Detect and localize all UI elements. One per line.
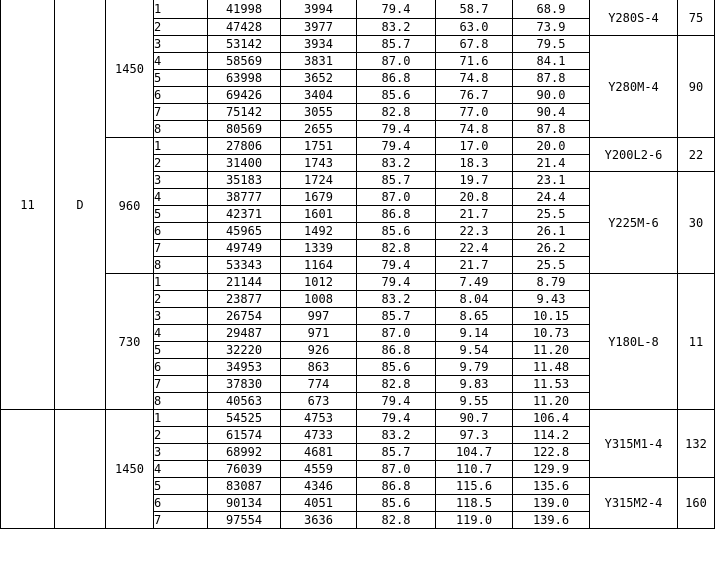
pressure-cell: 3404 (281, 87, 357, 104)
efficiency-cell: 86.8 (357, 478, 436, 495)
flow-cell: 26754 (208, 308, 281, 325)
efficiency-cell: 85.6 (357, 359, 436, 376)
flow-cell: 53142 (208, 36, 281, 53)
flow-cell: 68992 (208, 444, 281, 461)
efficiency-cell: 82.8 (357, 512, 436, 529)
pressure-cell: 3055 (281, 104, 357, 121)
flow-cell: 31400 (208, 155, 281, 172)
flow-cell: 58569 (208, 53, 281, 70)
shaft-power-cell: 20.8 (436, 189, 513, 206)
position-cell: 6 (154, 359, 208, 376)
pressure-cell: 1679 (281, 189, 357, 206)
flow-cell: 54525 (208, 410, 281, 427)
shaft-power-cell: 77.0 (436, 104, 513, 121)
required-power-cell: 139.6 (513, 512, 590, 529)
required-power-cell: 23.1 (513, 172, 590, 189)
motor-model-cell: Y225M-6 (590, 172, 678, 274)
required-power-cell: 129.9 (513, 461, 590, 478)
efficiency-cell: 87.0 (357, 325, 436, 342)
flow-cell: 63998 (208, 70, 281, 87)
efficiency-cell: 87.0 (357, 53, 436, 70)
required-power-cell: 87.8 (513, 121, 590, 138)
group-number-cell (1, 410, 55, 529)
efficiency-cell: 83.2 (357, 291, 436, 308)
efficiency-cell: 87.0 (357, 189, 436, 206)
position-cell: 3 (154, 36, 208, 53)
motor-power-cell: 75 (678, 0, 715, 36)
required-power-cell: 20.0 (513, 138, 590, 155)
speed-cell: 960 (106, 138, 154, 274)
position-cell: 3 (154, 444, 208, 461)
position-cell: 3 (154, 308, 208, 325)
efficiency-cell: 85.7 (357, 444, 436, 461)
shaft-power-cell: 9.55 (436, 393, 513, 410)
required-power-cell: 25.5 (513, 257, 590, 274)
required-power-cell: 90.4 (513, 104, 590, 121)
motor-power-cell: 11 (678, 274, 715, 410)
table-row (1, 138, 715, 155)
shaft-power-cell: 63.0 (436, 19, 513, 36)
flow-cell: 49749 (208, 240, 281, 257)
required-power-cell: 21.4 (513, 155, 590, 172)
drive-form-cell: D (55, 0, 106, 410)
position-cell: 4 (154, 189, 208, 206)
pressure-cell: 3994 (281, 0, 357, 19)
pressure-cell: 1743 (281, 155, 357, 172)
pressure-cell: 3831 (281, 53, 357, 70)
position-cell: 2 (154, 427, 208, 444)
flow-cell: 21144 (208, 274, 281, 291)
shaft-power-cell: 21.7 (436, 257, 513, 274)
required-power-cell: 10.73 (513, 325, 590, 342)
flow-cell: 32220 (208, 342, 281, 359)
pressure-cell: 4733 (281, 427, 357, 444)
position-cell: 5 (154, 478, 208, 495)
pressure-cell: 1164 (281, 257, 357, 274)
required-power-cell: 25.5 (513, 206, 590, 223)
shaft-power-cell: 119.0 (436, 512, 513, 529)
position-cell: 1 (154, 274, 208, 291)
position-cell: 1 (154, 410, 208, 427)
flow-cell: 37830 (208, 376, 281, 393)
flow-cell: 53343 (208, 257, 281, 274)
pressure-cell: 2655 (281, 121, 357, 138)
motor-model-cell: Y315M2-4 (590, 478, 678, 529)
efficiency-cell: 85.7 (357, 36, 436, 53)
motor-model-cell: Y180L-8 (590, 274, 678, 410)
motor-model-cell: Y280S-4 (590, 0, 678, 36)
shaft-power-cell: 9.83 (436, 376, 513, 393)
pressure-cell: 971 (281, 325, 357, 342)
flow-cell: 41998 (208, 0, 281, 19)
required-power-cell: 11.53 (513, 376, 590, 393)
pressure-cell: 1012 (281, 274, 357, 291)
pressure-cell: 4681 (281, 444, 357, 461)
required-power-cell: 11.48 (513, 359, 590, 376)
shaft-power-cell: 74.8 (436, 121, 513, 138)
position-cell: 1 (154, 138, 208, 155)
motor-power-cell: 90 (678, 36, 715, 138)
required-power-cell: 68.9 (513, 0, 590, 19)
shaft-power-cell: 8.65 (436, 308, 513, 325)
shaft-power-cell: 19.7 (436, 172, 513, 189)
required-power-cell: 90.0 (513, 87, 590, 104)
efficiency-cell: 79.4 (357, 257, 436, 274)
pressure-cell: 1008 (281, 291, 357, 308)
table-row (1, 410, 715, 427)
shaft-power-cell: 67.8 (436, 36, 513, 53)
pressure-cell: 1339 (281, 240, 357, 257)
shaft-power-cell: 22.4 (436, 240, 513, 257)
position-cell: 6 (154, 223, 208, 240)
table-row (1, 274, 715, 291)
position-cell: 8 (154, 393, 208, 410)
speed-cell: 1450 (106, 410, 154, 529)
pressure-cell: 3977 (281, 19, 357, 36)
shaft-power-cell: 8.04 (436, 291, 513, 308)
efficiency-cell: 85.6 (357, 495, 436, 512)
flow-cell: 83087 (208, 478, 281, 495)
shaft-power-cell: 97.3 (436, 427, 513, 444)
shaft-power-cell: 76.7 (436, 87, 513, 104)
motor-power-cell: 132 (678, 410, 715, 478)
shaft-power-cell: 17.0 (436, 138, 513, 155)
speed-cell: 1450 (106, 0, 154, 138)
position-cell: 4 (154, 325, 208, 342)
required-power-cell: 122.8 (513, 444, 590, 461)
shaft-power-cell: 9.54 (436, 342, 513, 359)
flow-cell: 47428 (208, 19, 281, 36)
table-row (1, 0, 715, 19)
position-cell: 2 (154, 19, 208, 36)
efficiency-cell: 86.8 (357, 70, 436, 87)
flow-cell: 34953 (208, 359, 281, 376)
pressure-cell: 3636 (281, 512, 357, 529)
flow-cell: 75142 (208, 104, 281, 121)
shaft-power-cell: 90.7 (436, 410, 513, 427)
flow-cell: 61574 (208, 427, 281, 444)
efficiency-cell: 82.8 (357, 104, 436, 121)
position-cell: 5 (154, 342, 208, 359)
position-cell: 4 (154, 461, 208, 478)
efficiency-cell: 79.4 (357, 410, 436, 427)
pressure-cell: 997 (281, 308, 357, 325)
efficiency-cell: 85.7 (357, 308, 436, 325)
position-cell: 8 (154, 121, 208, 138)
position-cell: 3 (154, 172, 208, 189)
efficiency-cell: 83.2 (357, 19, 436, 36)
efficiency-cell: 79.4 (357, 393, 436, 410)
shaft-power-cell: 18.3 (436, 155, 513, 172)
flow-cell: 45965 (208, 223, 281, 240)
shaft-power-cell: 71.6 (436, 53, 513, 70)
flow-cell: 42371 (208, 206, 281, 223)
required-power-cell: 84.1 (513, 53, 590, 70)
pressure-cell: 4051 (281, 495, 357, 512)
required-power-cell: 135.6 (513, 478, 590, 495)
efficiency-cell: 85.6 (357, 223, 436, 240)
required-power-cell: 8.79 (513, 274, 590, 291)
position-cell: 7 (154, 240, 208, 257)
pressure-cell: 4559 (281, 461, 357, 478)
efficiency-cell: 79.4 (357, 0, 436, 19)
motor-model-cell: Y315M1-4 (590, 410, 678, 478)
motor-power-cell: 160 (678, 478, 715, 529)
flow-cell: 90134 (208, 495, 281, 512)
efficiency-cell: 79.4 (357, 274, 436, 291)
position-cell: 2 (154, 291, 208, 308)
position-cell: 2 (154, 155, 208, 172)
position-cell: 6 (154, 87, 208, 104)
required-power-cell: 26.1 (513, 223, 590, 240)
flow-cell: 69426 (208, 87, 281, 104)
efficiency-cell: 87.0 (357, 461, 436, 478)
required-power-cell: 87.8 (513, 70, 590, 87)
speed-cell: 730 (106, 274, 154, 410)
shaft-power-cell: 104.7 (436, 444, 513, 461)
position-cell: 4 (154, 53, 208, 70)
flow-cell: 29487 (208, 325, 281, 342)
required-power-cell: 26.2 (513, 240, 590, 257)
shaft-power-cell: 110.7 (436, 461, 513, 478)
pressure-cell: 774 (281, 376, 357, 393)
flow-cell: 27806 (208, 138, 281, 155)
position-cell: 1 (154, 0, 208, 19)
table-body (1, 0, 715, 529)
shaft-power-cell: 22.3 (436, 223, 513, 240)
flow-cell: 80569 (208, 121, 281, 138)
required-power-cell: 24.4 (513, 189, 590, 206)
efficiency-cell: 82.8 (357, 240, 436, 257)
shaft-power-cell: 21.7 (436, 206, 513, 223)
efficiency-cell: 82.8 (357, 376, 436, 393)
flow-cell: 38777 (208, 189, 281, 206)
shaft-power-cell: 58.7 (436, 0, 513, 19)
required-power-cell: 114.2 (513, 427, 590, 444)
shaft-power-cell: 9.79 (436, 359, 513, 376)
required-power-cell: 11.20 (513, 393, 590, 410)
efficiency-cell: 79.4 (357, 121, 436, 138)
shaft-power-cell: 118.5 (436, 495, 513, 512)
efficiency-cell: 83.2 (357, 155, 436, 172)
motor-model-cell: Y280M-4 (590, 36, 678, 138)
pressure-cell: 1751 (281, 138, 357, 155)
shaft-power-cell: 115.6 (436, 478, 513, 495)
pressure-cell: 4753 (281, 410, 357, 427)
flow-cell: 76039 (208, 461, 281, 478)
shaft-power-cell: 7.49 (436, 274, 513, 291)
efficiency-cell: 86.8 (357, 342, 436, 359)
efficiency-cell: 83.2 (357, 427, 436, 444)
pressure-cell: 1601 (281, 206, 357, 223)
position-cell: 5 (154, 206, 208, 223)
efficiency-cell: 79.4 (357, 138, 436, 155)
required-power-cell: 139.0 (513, 495, 590, 512)
flow-cell: 23877 (208, 291, 281, 308)
position-cell: 7 (154, 376, 208, 393)
required-power-cell: 79.5 (513, 36, 590, 53)
pressure-cell: 1724 (281, 172, 357, 189)
pressure-cell: 3934 (281, 36, 357, 53)
position-cell: 6 (154, 495, 208, 512)
efficiency-cell: 85.7 (357, 172, 436, 189)
efficiency-cell: 86.8 (357, 206, 436, 223)
position-cell: 8 (154, 257, 208, 274)
group-number-cell: 11 (1, 0, 55, 410)
pressure-cell: 3652 (281, 70, 357, 87)
flow-cell: 40563 (208, 393, 281, 410)
pressure-cell: 4346 (281, 478, 357, 495)
required-power-cell: 9.43 (513, 291, 590, 308)
flow-cell: 97554 (208, 512, 281, 529)
required-power-cell: 11.20 (513, 342, 590, 359)
shaft-power-cell: 74.8 (436, 70, 513, 87)
position-cell: 5 (154, 70, 208, 87)
required-power-cell: 10.15 (513, 308, 590, 325)
pressure-cell: 1492 (281, 223, 357, 240)
position-cell: 7 (154, 104, 208, 121)
motor-power-cell: 30 (678, 172, 715, 274)
pressure-cell: 926 (281, 342, 357, 359)
pressure-cell: 673 (281, 393, 357, 410)
motor-power-cell: 22 (678, 138, 715, 172)
motor-model-cell: Y200L2-6 (590, 138, 678, 172)
position-cell: 7 (154, 512, 208, 529)
required-power-cell: 73.9 (513, 19, 590, 36)
shaft-power-cell: 9.14 (436, 325, 513, 342)
efficiency-cell: 85.6 (357, 87, 436, 104)
required-power-cell: 106.4 (513, 410, 590, 427)
pressure-cell: 863 (281, 359, 357, 376)
drive-form-cell (55, 410, 106, 529)
flow-cell: 35183 (208, 172, 281, 189)
